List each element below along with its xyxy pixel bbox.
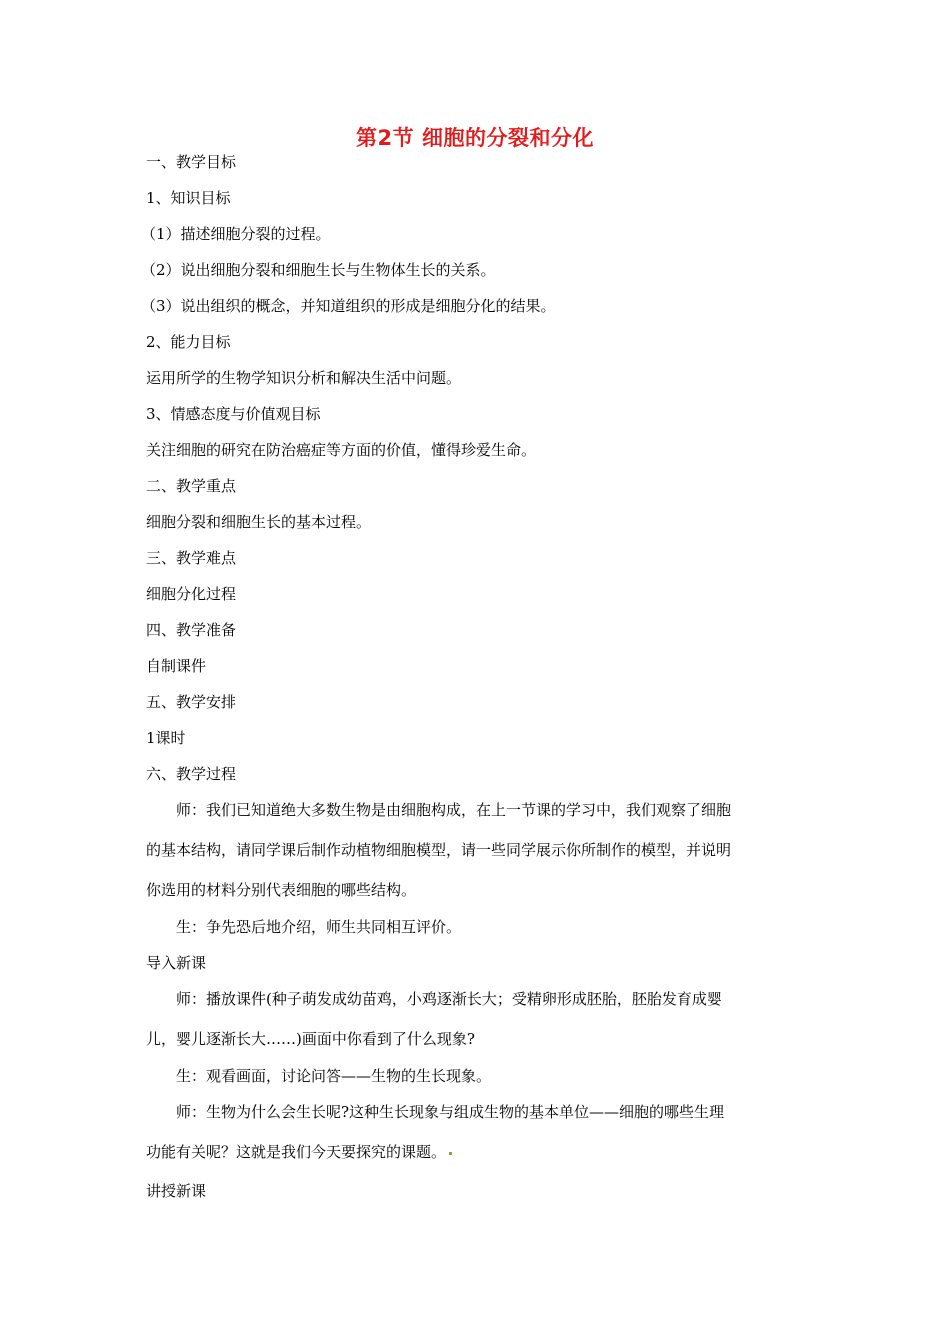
focus-text: 细胞分裂和细胞生长的基本过程。 xyxy=(146,513,372,531)
emotion-heading: 3、情感态度与价值观目标 xyxy=(146,405,321,423)
paragraph-3-line-2: 儿，婴儿逐渐长大……)画面中你看到了什么现象? xyxy=(146,1030,475,1048)
arrange-text: 1课时 xyxy=(146,729,186,747)
ability-heading: 2、能力目标 xyxy=(146,333,231,351)
paragraph-5-line-1: 师：生物为什么会生长呢?这种生长现象与组成生物的基本单位——细胞的哪些生理 xyxy=(176,1103,725,1121)
knowledge-item-2: （2）说出细胞分裂和细胞生长与生物体生长的关系。 xyxy=(141,261,496,279)
page-title: 第2节 细胞的分裂和分化 xyxy=(356,126,594,150)
paragraph-1-line-3: 你选用的材料分别代表细胞的哪些结构。 xyxy=(146,881,417,899)
intro-heading: 导入新课 xyxy=(146,954,207,972)
lecture-heading: 讲授新课 xyxy=(146,1182,207,1200)
ability-text: 运用所学的生物学知识分析和解决生活中问题。 xyxy=(146,369,462,387)
paragraph-1-line-1: 师：我们已知道绝大多数生物是由细胞构成，在上一节课的学习中，我们观察了细胞 xyxy=(176,801,732,819)
paragraph-2: 生：争先恐后地介绍，师生共同相互评价。 xyxy=(176,918,462,936)
stray-mark xyxy=(449,1152,452,1155)
prep-heading: 四、教学准备 xyxy=(146,621,237,639)
process-heading: 六、教学过程 xyxy=(146,765,237,783)
knowledge-item-3: （3）说出组织的概念，并知道组织的形成是细胞分化的结果。 xyxy=(141,297,556,315)
knowledge-heading: 1、知识目标 xyxy=(146,189,231,207)
paragraph-4: 生：观看画面，讨论问答——生物的生长现象。 xyxy=(176,1067,492,1085)
paragraph-5-line-2: 功能有关呢？这就是我们今天要探究的课题。 xyxy=(146,1143,447,1161)
emotion-text: 关注细胞的研究在防治癌症等方面的价值，懂得珍爱生命。 xyxy=(146,441,537,459)
focus-heading: 二、教学重点 xyxy=(146,477,237,495)
difficulty-text: 细胞分化过程 xyxy=(146,585,237,603)
paragraph-1-line-2: 的基本结构，请同学课后制作动植物细胞模型，请一些同学展示你所制作的模型，并说明 xyxy=(146,841,732,859)
goals-heading: 一、教学目标 xyxy=(146,153,237,171)
paragraph-5-line-2-wrapper xyxy=(146,1142,452,1162)
knowledge-item-1: （1）描述细胞分裂的过程。 xyxy=(141,225,331,243)
difficulty-heading: 三、教学难点 xyxy=(146,549,237,567)
prep-text: 自制课件 xyxy=(146,657,207,675)
paragraph-3-line-1: 师：播放课件(种子萌发成幼苗鸡，小鸡逐渐长大；受精卵形成胚胎，胚胎发育成婴 xyxy=(176,990,722,1008)
arrange-heading: 五、教学安排 xyxy=(146,693,237,711)
